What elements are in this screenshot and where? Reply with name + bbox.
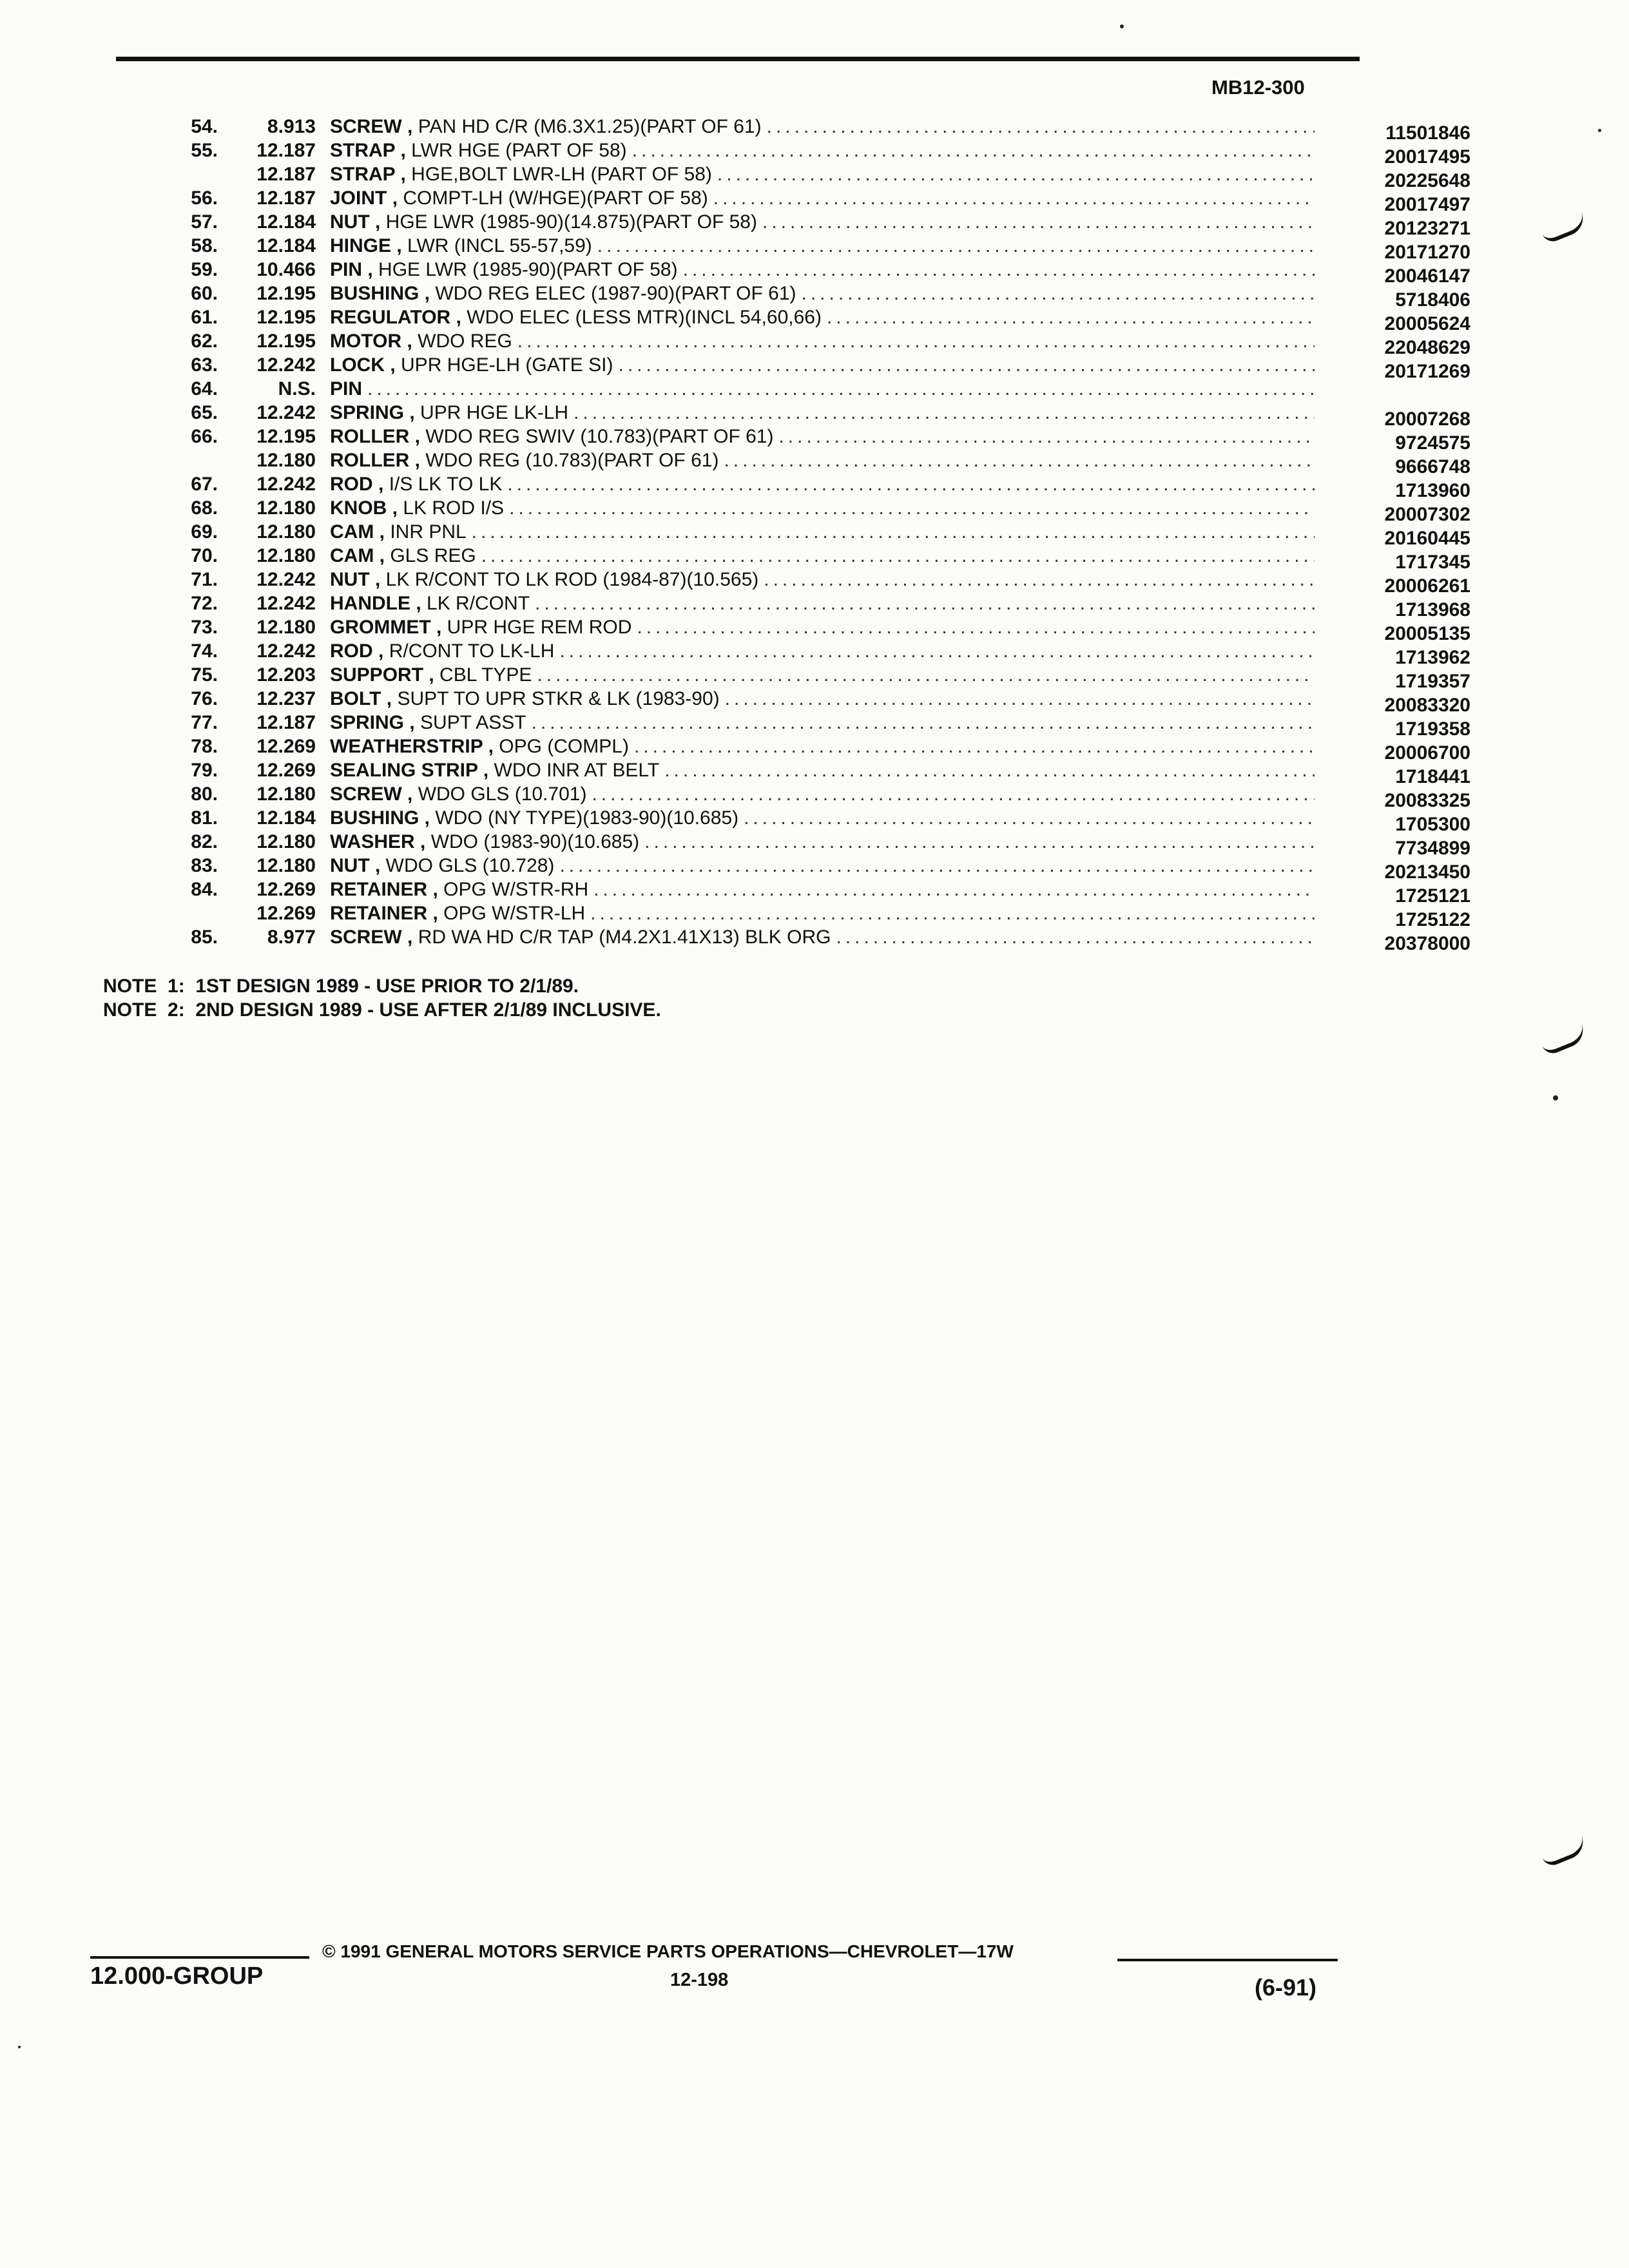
part-name: NUT [330,855,370,876]
part-number: 20017497 [1384,194,1470,215]
part-row [103,758,1470,787]
part-name: SEALING STRIP [330,760,478,781]
part-row [103,615,1470,644]
ref-number: 62. [191,331,218,352]
part-number: 20171269 [1384,361,1470,382]
leader-dots [517,329,1315,353]
part-name: ROD [330,640,373,662]
description: HINGE , LWR (INCL 55-57,59) ..... [330,234,1315,258]
part-name: NUT [330,211,370,233]
group-number: 10.466 [256,259,316,280]
part-number: 7734899 [1395,838,1470,859]
part-row [103,282,1470,311]
description: JOINT , COMPT-LH (W/HGE)(PART OF 58) ..... [330,186,1315,210]
binding-mark [1539,1835,1588,1869]
part-name: SCREW [330,927,402,948]
part-detail: GLS REG [390,545,476,566]
part-row [103,735,1470,764]
part-number: 20083320 [1384,695,1470,716]
ref-number: 67. [191,474,218,495]
part-detail: SUPT TO UPR STKR & LK (1983-90) [397,688,720,709]
group-number: 12.242 [256,593,316,614]
part-number: 20006700 [1384,742,1470,764]
part-number: 5718406 [1395,289,1470,311]
part-name: HINGE [330,235,392,256]
ref-number: 68. [191,497,218,519]
leader-dots [634,735,1315,758]
description: SCREW , WDO GLS (10.701) ..... [330,782,1315,806]
part-name: STRAP [330,164,396,185]
part-number: 20160445 [1384,528,1470,549]
part-detail: RD WA HD C/R TAP (M4.2X1.41X13) BLK ORG [418,927,831,948]
ref-number: 72. [191,593,218,614]
part-name: CAM [330,521,374,543]
leader-dots [778,425,1315,448]
part-detail: WDO GLS (10.728) [385,855,555,876]
part-detail: R/CONT TO LK-LH [389,640,555,662]
part-row [103,925,1470,954]
group-number: 12.187 [256,712,316,733]
part-number: 1717345 [1395,552,1470,573]
group-number: 12.269 [256,879,316,900]
part-row [103,162,1470,191]
part-number: 22048629 [1384,337,1470,358]
leader-dots [725,687,1315,711]
ref-number: 80. [191,783,218,805]
ref-number: 84. [191,879,218,900]
group-number: 12.187 [256,187,316,209]
part-detail: WDO REG (10.783)(PART OF 61) [425,450,719,471]
description: SPRING , SUPT ASST ..... [330,711,1315,735]
part-name: SPRING [330,712,405,733]
description: CAM , INR PNL ..... [330,520,1315,544]
part-name: NUT [330,569,370,590]
leader-dots [532,711,1315,735]
group-number: 12.180 [256,521,316,543]
part-detail: WDO (NY TYPE)(1983-90)(10.685) [435,807,739,829]
footer-left-rule [90,1956,309,1959]
part-number: 20378000 [1384,933,1470,954]
part-row [103,425,1470,454]
group-number: 12.180 [256,497,316,519]
part-number: 20213450 [1384,861,1470,883]
leader-dots [764,568,1315,591]
description: NUT , HGE LWR (1985-90)(14.875)(PART OF 58) ..... [330,210,1315,234]
part-number: 1705300 [1395,814,1470,835]
group-number: 12.180 [256,450,316,471]
ref-number: 59. [191,259,218,280]
binding-mark [1539,1023,1588,1057]
leader-dots [637,615,1315,639]
description: STRAP , HGE,BOLT LWR-LH (PART OF 58) ..... [330,162,1315,186]
leader-dots [535,591,1315,615]
part-number: 9724575 [1395,432,1470,454]
group-number: 12.184 [256,235,316,256]
notes [103,974,661,1022]
leader-dots [664,758,1315,782]
ref-number: 70. [191,545,218,566]
part-number: 1719357 [1395,671,1470,692]
part-name: WEATHERSTRIP [330,736,483,757]
leader-dots [574,401,1315,425]
leader-dots [472,520,1315,544]
part-name: SUPPORT [330,664,424,686]
leader-dots [717,162,1315,186]
leader-dots [724,448,1315,472]
group-number: 12.242 [256,402,316,423]
ref-number: 65. [191,402,218,423]
part-number: 9666748 [1395,456,1470,477]
page-code: MB12-300 [1211,76,1305,99]
part-row [103,520,1470,549]
part-row [103,472,1470,501]
leader-dots [767,115,1315,139]
part-row [103,687,1470,716]
part-number: 20007302 [1384,504,1470,525]
group-number: 12.242 [256,354,316,376]
group-number: 12.242 [256,640,316,662]
ref-number: 54. [191,116,218,137]
part-row [103,639,1470,668]
description: SPRING , UPR HGE LK-LH ..... [330,401,1315,425]
part-detail: LK R/CONT [427,593,530,614]
part-number: 20005624 [1384,313,1470,334]
description: RETAINER , OPG W/STR-LH ..... [330,901,1315,925]
description: ROLLER , WDO REG SWIV (10.783)(PART OF 61) ..... [330,425,1315,448]
part-detail: LWR (INCL 55-57,59) [407,235,592,256]
part-number: 20007268 [1384,408,1470,430]
part-name: SCREW [330,116,402,137]
description: STRAP , LWR HGE (PART OF 58) ..... [330,139,1315,162]
group-number: 12.203 [256,664,316,686]
description: CAM , GLS REG ..... [330,544,1315,568]
part-row [103,878,1470,907]
group-number: N.S. [278,378,316,399]
ref-number: 83. [191,855,218,876]
part-detail: WDO GLS (10.701) [418,783,587,805]
description: SCREW , PAN HD C/R (M6.3X1.25)(PART OF 61) ..... [330,115,1315,139]
part-row [103,496,1470,525]
description: NUT , LK R/CONT TO LK ROD (1984-87)(10.565) ..... [330,568,1315,591]
leader-dots [537,663,1315,687]
part-number: 1725121 [1395,885,1470,907]
group-number: 12.195 [256,283,316,304]
part-name: PIN [330,259,363,280]
ref-number: 74. [191,640,218,662]
part-detail: HGE LWR (1985-90)(PART OF 58) [378,259,678,280]
description: KNOB , LK ROD I/S ..... [330,496,1315,520]
group-number: 12.187 [256,140,316,161]
part-row [103,448,1470,477]
part-name: SPRING [330,402,405,423]
group-number: 8.977 [267,927,316,948]
part-detail: WDO REG [418,331,512,352]
leader-dots [619,353,1315,377]
ref-number: 85. [191,927,218,948]
description: ROD , I/S LK TO LK ..... [330,472,1315,496]
part-name: BUSHING [330,283,419,304]
part-row [103,353,1470,382]
part-name: BUSHING [330,807,419,829]
leader-dots [683,258,1315,282]
part-row [103,591,1470,620]
part-detail: OPG W/STR-LH [443,903,586,924]
group-number: 12.242 [256,474,316,495]
part-detail: WDO ELEC (LESS MTR)(INCL 54,60,66) [467,307,822,328]
description: HANDLE , LK R/CONT ..... [330,591,1315,615]
part-name: ROLLER [330,426,410,447]
part-row [103,210,1470,239]
part-detail: LWR HGE (PART OF 58) [411,140,627,161]
description: GROMMET , UPR HGE REM ROD ..... [330,615,1315,639]
part-row [103,806,1470,835]
part-detail: OPG W/STR-RH [443,879,589,900]
part-number: 20017495 [1384,146,1470,168]
group-number: 12.187 [256,164,316,185]
description: LOCK , UPR HGE-LH (GATE SI) ..... [330,353,1315,377]
part-number: 20171270 [1384,242,1470,263]
part-detail: PAN HD C/R (M6.3X1.25)(PART OF 61) [418,116,762,137]
group-number: 12.184 [256,807,316,829]
leader-dots [559,639,1315,663]
leader-dots [367,377,1315,401]
parts-list [103,115,1470,954]
part-detail: UPR HGE REM ROD [447,617,632,638]
part-detail: WDO (1983-90)(10.685) [430,831,640,852]
part-number: 1719358 [1395,718,1470,740]
group-number: 12.180 [256,545,316,566]
part-number: 20225648 [1384,170,1470,191]
part-detail: OPG (COMPL) [499,736,629,757]
group-number: 12.180 [256,831,316,852]
group-number: 12.269 [256,903,316,924]
group-number: 12.237 [256,688,316,709]
group-number: 12.180 [256,855,316,876]
part-name: HANDLE [330,593,410,614]
part-number: 20123271 [1384,218,1470,239]
leader-dots [507,472,1315,496]
ref-number: 82. [191,831,218,852]
part-detail: UPR HGE-LH (GATE SI) [401,354,613,376]
footer-right-rule [1117,1959,1338,1961]
group-number: 12.195 [256,331,316,352]
leader-dots [509,496,1315,520]
description: ROD , R/CONT TO LK-LH ..... [330,639,1315,663]
part-row [103,305,1470,334]
part-row [103,830,1470,859]
part-detail: INR PNL [390,521,467,543]
group-number: 12.180 [256,783,316,805]
part-row [103,401,1470,430]
part-name: RETAINER [330,879,428,900]
part-row [103,711,1470,740]
part-detail: CBL TYPE [439,664,532,686]
part-number: 20005135 [1384,623,1470,644]
part-row [103,782,1470,811]
ref-number: 81. [191,807,218,829]
group-number: 12.180 [256,617,316,638]
part-row [103,901,1470,930]
part-row [103,544,1470,573]
ref-number: 66. [191,426,218,447]
leader-dots [592,782,1315,806]
note-1: NOTE 1: 1ST DESIGN 1989 - USE PRIOR TO 2/1/89. [103,975,579,997]
part-name: CAM [330,545,374,566]
leader-dots [559,854,1315,878]
leader-dots [593,878,1315,901]
ref-number: 58. [191,235,218,256]
description: REGULATOR , WDO ELEC (LESS MTR)(INCL 54,60,66) ..... [330,305,1315,329]
description: ROLLER , WDO REG (10.783)(PART OF 61) ..... [330,448,1315,472]
part-name: GROMMET [330,617,431,638]
ref-number: 64. [191,378,218,399]
group-number: 12.195 [256,426,316,447]
part-name: SCREW [330,783,402,805]
ref-number: 69. [191,521,218,543]
ref-number: 76. [191,688,218,709]
description: PIN , HGE LWR (1985-90)(PART OF 58) ..... [330,258,1315,282]
description: SUPPORT , CBL TYPE ..... [330,663,1315,687]
ref-number: 61. [191,307,218,328]
part-number: 1713960 [1395,480,1470,501]
part-detail: UPR HGE LK-LH [420,402,569,423]
part-row [103,663,1470,692]
note-2: NOTE 2: 2ND DESIGN 1989 - USE AFTER 2/1/89 INCLUSIVE. [103,999,661,1021]
description: WASHER , WDO (1983-90)(10.685) ..... [330,830,1315,854]
part-detail: WDO INR AT BELT [494,760,660,781]
description: NUT , WDO GLS (10.728) ..... [330,854,1315,878]
part-number: 1725122 [1395,909,1470,930]
part-name: LOCK [330,354,385,376]
ref-number: 71. [191,569,218,590]
part-number: 1713962 [1395,647,1470,668]
description: WEATHERSTRIP , OPG (COMPL) ..... [330,735,1315,758]
leader-dots [644,830,1315,854]
part-name: JOINT [330,187,387,209]
description: SEALING STRIP , WDO INR AT BELT ..... [330,758,1315,782]
group-number: 12.269 [256,736,316,757]
description: RETAINER , OPG W/STR-RH ..... [330,878,1315,901]
footer-date-code: (6-91) [1255,1974,1317,2001]
part-row [103,854,1470,883]
leader-dots [481,544,1315,568]
part-detail: WDO REG SWIV (10.783)(PART OF 61) [425,426,774,447]
part-detail: HGE,BOLT LWR-LH (PART OF 58) [411,164,712,185]
leader-dots [713,186,1315,210]
description: SCREW , RD WA HD C/R TAP (M4.2X1.41X13) BLK ORG ..... [330,925,1315,949]
part-row [103,329,1470,358]
part-detail: LK R/CONT TO LK ROD (1984-87)(10.565) [385,569,759,590]
description: BUSHING , WDO (NY TYPE)(1983-90)(10.685) ..... [330,806,1315,830]
part-name: KNOB [330,497,387,519]
part-row [103,234,1470,263]
ref-number: 75. [191,664,218,686]
binding-mark [1539,211,1588,245]
part-detail: I/S LK TO LK [389,474,503,495]
ref-number: 77. [191,712,218,733]
group-number: 12.184 [256,211,316,233]
part-name: MOTOR [330,331,402,352]
part-name: STRAP [330,140,396,161]
part-row [103,115,1470,144]
part-row [103,258,1470,287]
description: BUSHING , WDO REG ELEC (1987-90)(PART OF 61) ..... [330,282,1315,305]
part-name: RETAINER [330,903,428,924]
footer-copyright: © 1991 GENERAL MOTORS SERVICE PARTS OPERATIONS—CHEVROLET—17W [322,1941,1014,1961]
footer-page-number: 12-198 [670,1970,729,1990]
description: MOTOR , WDO REG ..... [330,329,1315,353]
ref-number: 56. [191,187,218,209]
leader-dots [597,234,1315,258]
part-number: 1713968 [1395,599,1470,620]
part-row [103,377,1373,401]
footer-group-label: 12.000-GROUP [90,1963,264,1990]
part-detail: SUPT ASST [420,712,526,733]
part-name: ROD [330,474,373,495]
group-number: 8.913 [267,116,316,137]
part-name: WASHER [330,831,415,852]
ref-number: 63. [191,354,218,376]
group-number: 12.269 [256,760,316,781]
leader-dots [762,210,1315,234]
part-name: PIN [330,378,363,399]
header-rule [116,57,1360,61]
part-name: BOLT [330,688,381,709]
part-name: ROLLER [330,450,410,471]
part-detail: HGE LWR (1985-90)(14.875)(PART OF 58) [385,211,757,233]
description [330,377,1315,401]
ref-number: 57. [191,211,218,233]
leader-dots [632,139,1315,162]
part-number: 11501846 [1385,122,1470,144]
leader-dots [744,806,1315,830]
group-number: 12.242 [256,569,316,590]
leader-dots [590,901,1315,925]
part-detail: COMPT-LH (W/HGE)(PART OF 58) [403,187,708,209]
ref-number: 78. [191,736,218,757]
part-number: 1718441 [1395,766,1470,787]
part-detail: LK ROD I/S [403,497,505,519]
part-detail: WDO REG ELEC (1987-90)(PART OF 61) [435,283,796,304]
description: BOLT , SUPT TO UPR STKR & LK (1983-90) ..... [330,687,1315,711]
ref-number: 79. [191,760,218,781]
part-name: REGULATOR [330,307,451,328]
part-row [103,186,1470,215]
ref-number: 55. [191,140,218,161]
part-number: 20083325 [1384,790,1470,811]
ref-number: 60. [191,283,218,304]
part-row [103,139,1470,168]
group-number: 12.195 [256,307,316,328]
part-row [103,568,1470,597]
ref-number: 73. [191,617,218,638]
part-number: 20046147 [1384,265,1470,287]
part-number: 20006261 [1384,575,1470,597]
